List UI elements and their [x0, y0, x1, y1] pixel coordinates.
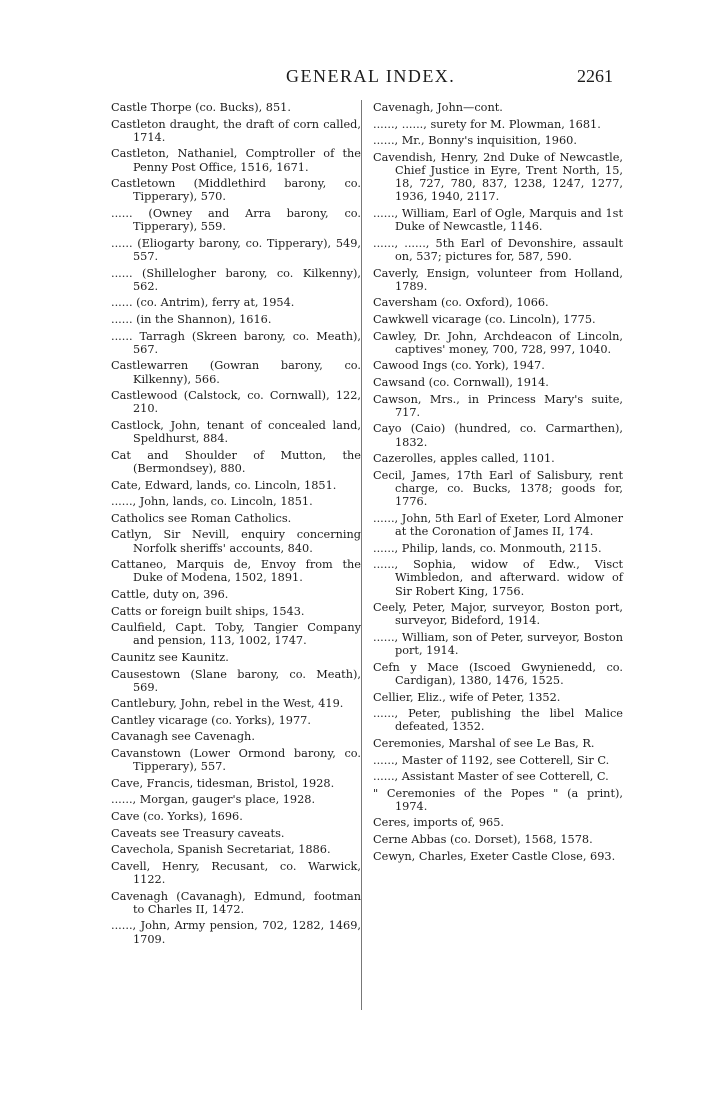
index-entry: Caulfield, Capt. Toby, Tangier Company and pension, 113, 1002, 1747.: [111, 621, 361, 648]
index-entry: Cellier, Eliz., wife of Peter, 1352.: [373, 690, 561, 704]
index-entry: ...... (in the Shannon), 1616.: [111, 312, 272, 326]
index-entry: Cantlebury, John, rebel in the West, 419.: [111, 697, 344, 711]
index-entry: Castleton, Nathaniel, Comptroller of the Penny Post Office, 1516, 1671.: [111, 147, 361, 174]
index-entry: Caveats see Treasury caveats.: [111, 826, 285, 840]
index-entry: Cave, Francis, tidesman, Bristol, 1928.: [111, 776, 335, 790]
index-entry: Cawood Ings (co. York), 1947.: [373, 359, 545, 373]
index-entry: Cattaneo, Marquis de, Envoy from the Duke of Modena, 1502, 1891.: [111, 558, 361, 585]
index-entry: ......, William, son of Peter, surveyor, Boston port, 1914.: [373, 630, 623, 658]
index-entry: Cate, Edward, lands, co. Lincoln, 1851.: [111, 478, 337, 492]
index-column-left: [111, 101, 361, 949]
index-entry: " Ceremonies of the Popes " (a print), 1974.: [373, 786, 623, 813]
index-entry: Cavenagh (Cavanagh), Edmund, footman to Charles II, 1472.: [111, 889, 361, 916]
index-entry: Cerne Abbas (co. Dorset), 1568, 1578.: [373, 833, 593, 847]
index-entry: Castle Thorpe (co. Bucks), 851.: [111, 101, 291, 114]
index-entry: Caunitz see Kaunitz.: [111, 650, 229, 664]
index-entry: Cat and Shoulder of Mutton, the (Bermondsey), 880.: [111, 448, 361, 475]
index-entry: Cawson, Mrs., in Princess Mary's suite, 717.: [373, 392, 623, 419]
index-entry: ......, Assistant Master of see Cotterell, C.: [373, 770, 609, 784]
index-entry: ......, John, Army pension, 702, 1282, 1469, 1709.: [111, 919, 361, 946]
index-entry: ......, William, Earl of Ogle, Marquis and 1st Duke of Newcastle, 1146.: [373, 206, 623, 234]
index-entry: Cawley, Dr. John, Archdeacon of Lincoln, captives' money, 700, 728, 997, 1040.: [373, 329, 623, 356]
index-entry: Cavanstown (Lower Ormond barony, co. Tipperary), 557.: [111, 747, 361, 774]
index-entry: ......, Philip, lands, co. Monmouth, 2115.: [373, 541, 602, 555]
index-entry: Caversham (co. Oxford), 1066.: [373, 296, 549, 310]
running-title: GENERAL INDEX.: [286, 66, 456, 86]
index-entry: Catlyn, Sir Nevill, enquiry concerning Norfolk sheriffs' accounts, 840.: [111, 528, 361, 555]
index-entry: Cewyn, Charles, Exeter Castle Close, 693.: [373, 849, 616, 863]
index-entry: Catholics see Roman Catholics.: [111, 511, 292, 525]
index-entry: ...... (Owney and Arra barony, co. Tipperary), 559.: [111, 206, 361, 234]
index-entry: Cecil, James, 17th Earl of Salisbury, rent charge, co. Bucks, 1378; goods for, 1776.: [373, 468, 623, 509]
index-entry: ......, Sophia, widow of Edw., Visct Wimbledon, and afterward. widow of Sir Robert King, 1756.: [373, 558, 623, 598]
index-entry: Cattle, duty on, 396.: [111, 587, 229, 601]
index-entry: Castlewarren (Gowran barony, co. Kilkenny), 566.: [111, 359, 361, 386]
index-entry: Caverly, Ensign, volunteer from Holland, 1789.: [373, 266, 623, 293]
index-entry: Castlewood (Calstock, co. Cornwall), 122, 210.: [111, 389, 361, 416]
index-entry: ......, Morgan, gauger's place, 1928.: [111, 793, 316, 807]
index-entry: Cavendish, Henry, 2nd Duke of Newcastle, Chief Justice in Eyre, Trent North, 15, 18, 727, 780, 837, 1238, 1247, 1277, 1936, 1940, 2117.: [373, 150, 623, 204]
index-entry: ...... (Shillelogher barony, co. Kilkenny), 562.: [111, 266, 361, 293]
index-entry: Cavenagh, John—cont.: [373, 101, 503, 114]
index-entry: Cavell, Henry, Recusant, co. Warwick, 1122.: [111, 859, 361, 887]
page-header: [0, 66, 721, 90]
index-entry: ...... (Eliogarty barony, co. Tipperary), 549, 557.: [111, 236, 361, 263]
index-entry: Cave (co. Yorks), 1696.: [111, 810, 243, 824]
column-divider: [361, 100, 362, 1010]
index-entry: Ceely, Peter, Major, surveyor, Boston port, surveyor, Bideford, 1914.: [373, 601, 623, 628]
index-entry: Cazerolles, apples called, 1101.: [373, 452, 555, 466]
index-entry: ......, ......, surety for M. Plowman, 1681.: [373, 117, 601, 131]
index-entry: Cavanagh see Cavenagh.: [111, 730, 255, 744]
page-number: 2261: [577, 66, 613, 86]
index-entry: Castleton draught, the draft of corn called, 1714.: [111, 117, 361, 144]
index-entry: ...... Tarragh (Skreen barony, co. Meath), 567.: [111, 329, 361, 356]
index-entry: ......, Master of 1192, see Cotterell, Sir C.: [373, 753, 610, 767]
index-entry: Cantley vicarage (co. Yorks), 1977.: [111, 713, 311, 727]
index-entry: ......, John, lands, co. Lincoln, 1851.: [111, 495, 313, 509]
index-entry: Cefn y Mace (Iscoed Gwynienedd, co. Cardigan), 1380, 1476, 1525.: [373, 660, 623, 687]
index-entry: Ceremonies, Marshal of see Le Bas, R.: [373, 736, 595, 750]
index-entry: Castletown (Middlethird barony, co. Tipperary), 570.: [111, 177, 361, 204]
index-entry: ...... (co. Antrim), ferry at, 1954.: [111, 296, 295, 310]
index-entry: Catts or foreign built ships, 1543.: [111, 604, 305, 618]
index-entry: Cawkwell vicarage (co. Lincoln), 1775.: [373, 312, 596, 326]
index-entry: Cayo (Caio) (hundred, co. Carmarthen), 1832.: [373, 422, 623, 449]
index-entry: Cawsand (co. Cornwall), 1914.: [373, 375, 549, 389]
index-entry: Causestown (Slane barony, co. Meath), 569.: [111, 667, 361, 694]
index-entry: Castlock, John, tenant of concealed land, Speldhurst, 884.: [111, 418, 361, 446]
index-entry: Ceres, imports of, 965.: [373, 816, 504, 830]
index-entry: ......, Peter, publishing the libel Malice defeated, 1352.: [373, 707, 623, 734]
index-entry: Cavechola, Spanish Secretariat, 1886.: [111, 843, 331, 857]
index-entry: ......, Mr., Bonny's inquisition, 1960.: [373, 134, 577, 148]
index-entry: ......, John, 5th Earl of Exeter, Lord Almoner at the Coronation of James II, 174.: [373, 511, 623, 538]
index-column-right: [373, 101, 623, 866]
index-entry: ......, ......, 5th Earl of Devonshire, assault on, 537; pictures for, 587, 590.: [373, 236, 623, 263]
